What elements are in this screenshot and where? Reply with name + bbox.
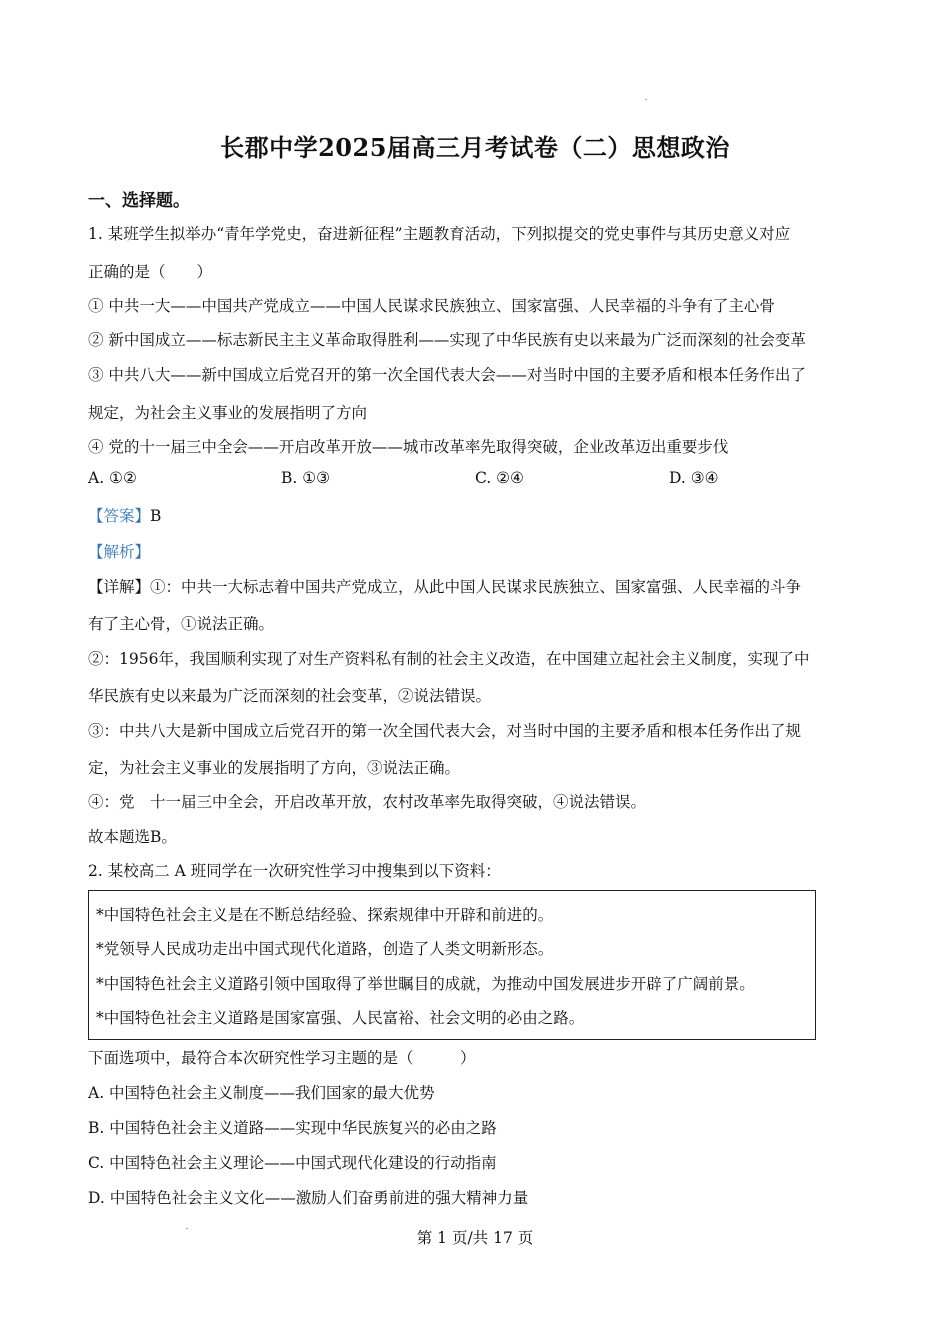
q1-option-a: A. ①② [88, 469, 137, 487]
q1-option-c: C. ②④ [475, 469, 524, 487]
analysis-label: 【解析】 [88, 543, 151, 561]
answer-label: 【答案】 [88, 507, 151, 525]
material-line-3: *中国特色社会主义道路引领中国取得了举世瞩目的成就，为推动中国发展进步开辟了广阔前景。 [96, 975, 755, 993]
q2-option-d: D. 中国特色社会主义文化——激励人们奋勇前进的强大精神力量 [88, 1189, 529, 1207]
detail-line-4: 华民族有史以来最为广泛而深刻的社会变革，②说法错误。 [88, 687, 492, 705]
detail-line-2: 有了主心骨，①说法正确。 [88, 615, 275, 633]
q2-option-c: C. 中国特色社会主义理论——中国式现代化建设的行动指南 [88, 1154, 497, 1172]
q1-answer [88, 504, 161, 526]
q1-item-3: ③ 中共八大——新中国成立后党召开的第一次全国代表大会——对当时中国的主要矛盾和根本任务作出了 [88, 366, 806, 384]
q2-option-a: A. 中国特色社会主义制度——我们国家的最大优势 [88, 1084, 435, 1102]
page-footer: 第 1 页/共 17 页 [416, 1229, 534, 1247]
q1-stem-line-2: 正确的是（ ） [88, 263, 213, 281]
q1-item-4: ④ 党的十一届三中全会——开启改革开放——城市改革率先取得突破，企业改革迈出重要步伐 [88, 438, 729, 456]
section-heading: 一、选择题。 [88, 191, 190, 211]
detail-line-5: ③：中共八大是新中国成立后党召开的第一次全国代表大会，对当时中国的主要矛盾和根本任务作出了规 [88, 722, 802, 740]
detail-line-6: 定，为社会主义事业的发展指明了方向，③说法正确。 [88, 759, 461, 777]
detail-line-3: ②：1956年，我国顺利实现了对生产资料私有制的社会主义改造，在中国建立起社会主义制度，实现了中 [88, 650, 810, 668]
q1-option-d: D. ③④ [669, 469, 719, 487]
q2-question: 下面选项中，最符合本次研究性学习主题的是（ ） [88, 1049, 476, 1067]
q1-stem-line-1: 1. 某班学生拟举办“青年学党史，奋进新征程”主题教育活动，下列拟提交的党史事件与其历史意义对应 [88, 225, 791, 243]
q2-stem: 2. 某校高二 A 班同学在一次研究性学习中搜集到以下资料： [88, 862, 501, 880]
material-line-1: *中国特色社会主义是在不断总结经验、探索规律中开辟和前进的。 [96, 906, 554, 924]
detail-line-7: ④：党 十一届三中全会，开启改革开放，农村改革率先取得突破，④说法错误。 [88, 793, 647, 811]
q1-option-b: B. ①③ [281, 469, 331, 487]
detail-line-8: 故本题选B。 [88, 828, 177, 846]
answer-value: B [150, 507, 162, 525]
q1-item-3-cont: 规定，为社会主义事业的发展指明了方向 [88, 404, 368, 422]
detail-line-1: 【详解】①：中共一大标志着中国共产党成立，从此中国人民谋求民族独立、国家富强、人民幸福的斗争 [88, 578, 802, 596]
q1-item-1: ① 中共一大——中国共产党成立——中国人民谋求民族独立、国家富强、人民幸福的斗争有了主心骨 [88, 297, 775, 315]
q2-option-b: B. 中国特色社会主义道路——实现中华民族复兴的必由之路 [88, 1119, 497, 1137]
q1-item-2: ② 新中国成立——标志新民主主义革命取得胜利——实现了中华民族有史以来最为广泛而深刻的社会变革 [88, 331, 806, 349]
material-box [88, 890, 816, 1040]
material-line-4: *中国特色社会主义道路是国家富强、人民富裕、社会文明的必由之路。 [96, 1009, 585, 1027]
scan-dot [645, 99, 647, 100]
page-title: 长郡中学2025届高三月考试卷（二）思想政治 [220, 133, 730, 162]
material-line-2: *党领导人民成功走出中国式现代化道路，创造了人类文明新形态。 [96, 940, 554, 958]
